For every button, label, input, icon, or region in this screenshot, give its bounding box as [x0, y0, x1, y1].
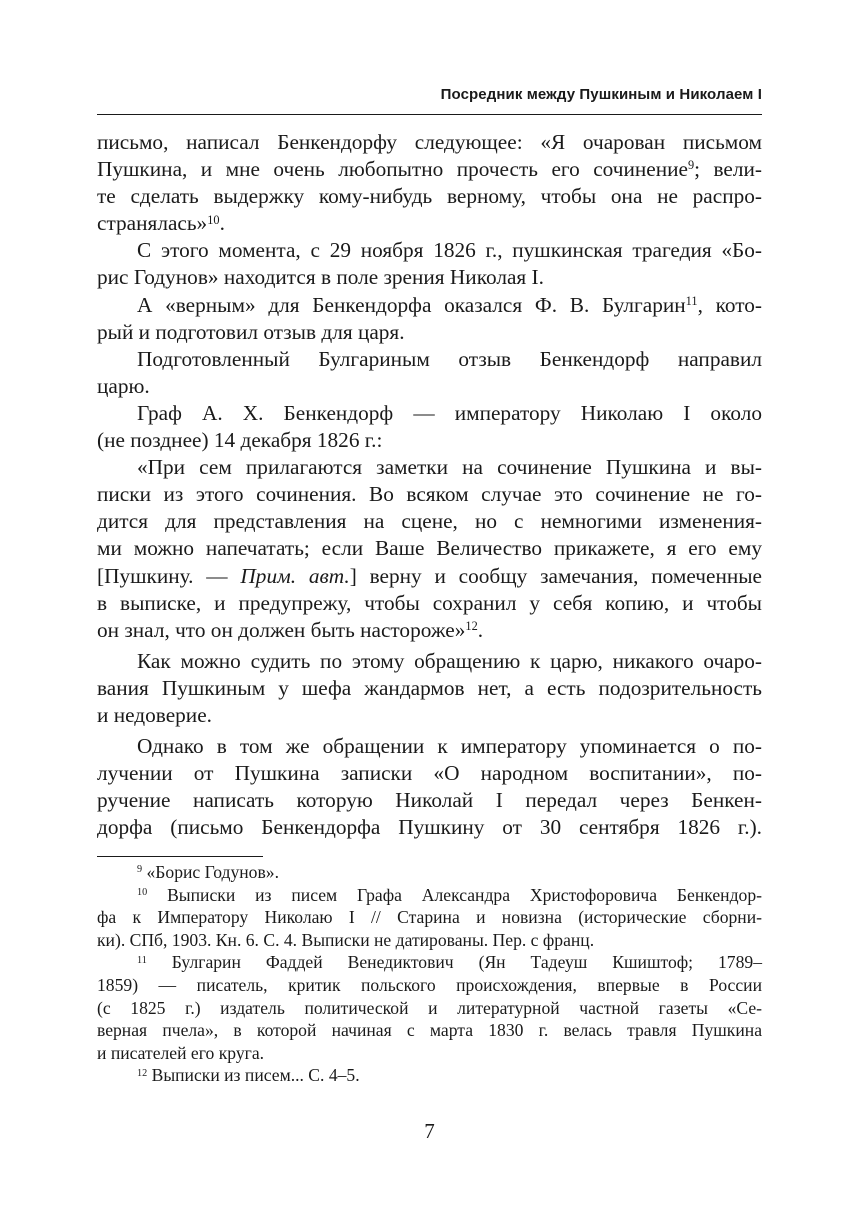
- author-note: Прим. авт.: [240, 563, 350, 588]
- footnotes: [97, 861, 762, 1087]
- paragraph: [97, 346, 762, 400]
- paragraph: [97, 733, 762, 841]
- text-line: 1859) — писатель, критик польского происхождения, впервые в России: [97, 974, 762, 995]
- text-line: (не позднее) 14 декабря 1826 г.:: [97, 428, 383, 453]
- text-line: те сделать выдержку кому-нибудь верному, чтобы она не распро-: [97, 184, 762, 209]
- text-line: $^{12}$ Выписки из писем... С. 4–5.: [137, 1065, 360, 1086]
- text-line: дорфа (письмо Бенкендорфа Пушкину от 30 сентября 1826 г.).: [97, 815, 762, 840]
- text-line: Граф А. Х. Бенкендорф — императору Николаю I около: [137, 400, 762, 425]
- footnote-12: [97, 1064, 762, 1087]
- header-divider: [97, 114, 762, 115]
- main-text: [97, 129, 762, 841]
- footnote-9: [97, 861, 762, 884]
- footnote-ref: 9: [687, 158, 695, 173]
- text-line: ми можно напечатать; если Ваше Величество прикажете, я его ему: [97, 536, 762, 561]
- paragraph: [97, 400, 762, 454]
- text-line: Подготовленный Булгариным отзыв Бенкендорф направил: [137, 346, 762, 371]
- text-line: $^9$ «Борис Годунов».: [137, 862, 279, 882]
- text-line: писки из этого сочинения. Во всяком случае это сочинение не го-: [97, 482, 762, 507]
- text-line: и недоверие.: [97, 702, 212, 727]
- text-line: Однако в том же обращении к императору упоминается о по-: [137, 734, 762, 759]
- page-number: 7: [424, 1119, 435, 1143]
- text-line: царю.: [97, 373, 150, 398]
- text-line: верная пчела», в которой начиная с марта 1830 г. велась травля Пушкина: [97, 1020, 762, 1041]
- text-line: (с 1825 г.) издатель политической и литературной частной газеты «Се-: [97, 997, 762, 1018]
- text-line: ручение написать которую Николай I передал через Бенкен-: [97, 788, 762, 813]
- text-line: «При сем прилагаются заметки на сочинение Пушкина и вы-: [137, 455, 762, 480]
- footnote-10: [97, 884, 762, 952]
- text-line: фа к Императору Николаю I // Старина и новизна (исторические сборни-: [97, 907, 762, 928]
- text-line: в выписке, и предупрежу, чтобы сохранил у себя копию, и чтобы: [97, 590, 762, 615]
- text-line: С этого момента, с 29 ноября 1826 г., пушкинская трагедия «Бо-: [137, 238, 762, 263]
- text-line: дится для представления на сцене, но с немногими изменения-: [97, 509, 762, 534]
- text-line: $^{10}$ Выписки из писем Графа Александра Христофоровича Бенкендор-: [137, 884, 762, 905]
- footnote-ref: 10: [207, 212, 220, 227]
- text-line: ки). СПб, 1903. Кн. 6. С. 4. Выписки не датированы. Пер. с франц.: [97, 929, 595, 950]
- paragraph: [97, 648, 762, 729]
- footnote-number: 9: [137, 864, 143, 876]
- footnote-number: 11: [137, 954, 147, 966]
- footnote-ref: 12: [465, 618, 478, 633]
- footnote-number: 10: [137, 886, 148, 898]
- paragraph: [97, 237, 762, 291]
- text-line: Пушкина, и мне очень любопытно прочесть его сочинение$^9$; вели-: [97, 157, 762, 182]
- text-line: вания Пушкиным у шефа жандармов нет, а есть подозрительность: [97, 675, 762, 700]
- text-line: странялась»$^{10}$.: [97, 211, 225, 236]
- footnote-ref: 11: [685, 293, 698, 308]
- text-line: $^{11}$ Булгарин Фаддей Венедиктович (Ян Тадеуш Кшиштоф; 1789–: [137, 952, 762, 973]
- footnote-number: 12: [137, 1067, 148, 1079]
- text-line: [Пушкину. — Прим. авт.] верну и сообщу замечания, помеченные: [97, 563, 763, 588]
- text-line: лучении от Пушкина записки «О народном воспитании», по-: [97, 761, 762, 786]
- quotation: [97, 454, 762, 644]
- text-line: и писателей его круга.: [97, 1042, 265, 1063]
- running-header: Посредник между Пушкиным и Николаем I: [440, 86, 762, 103]
- text-line: рый и подготовил отзыв для царя.: [97, 319, 405, 344]
- text-line: Как можно судить по этому обращению к царю, никакого очаро-: [137, 648, 762, 673]
- paragraph: [97, 292, 762, 346]
- footnote-divider: [97, 856, 263, 857]
- footnote-11: [97, 951, 762, 1064]
- text-line: он знал, что он должен быть настороже»$^{12}$.: [97, 617, 484, 642]
- text-line: рис Годунов» находится в поле зрения Николая I.: [97, 265, 544, 290]
- paragraph: [97, 129, 762, 237]
- text-line: А «верным» для Бенкендорфа оказался Ф. В. Булгарин$^{11}$, кото-: [137, 292, 762, 317]
- text-line: письмо, написал Бенкендорфу следующее: «Я очарован письмом: [97, 130, 762, 154]
